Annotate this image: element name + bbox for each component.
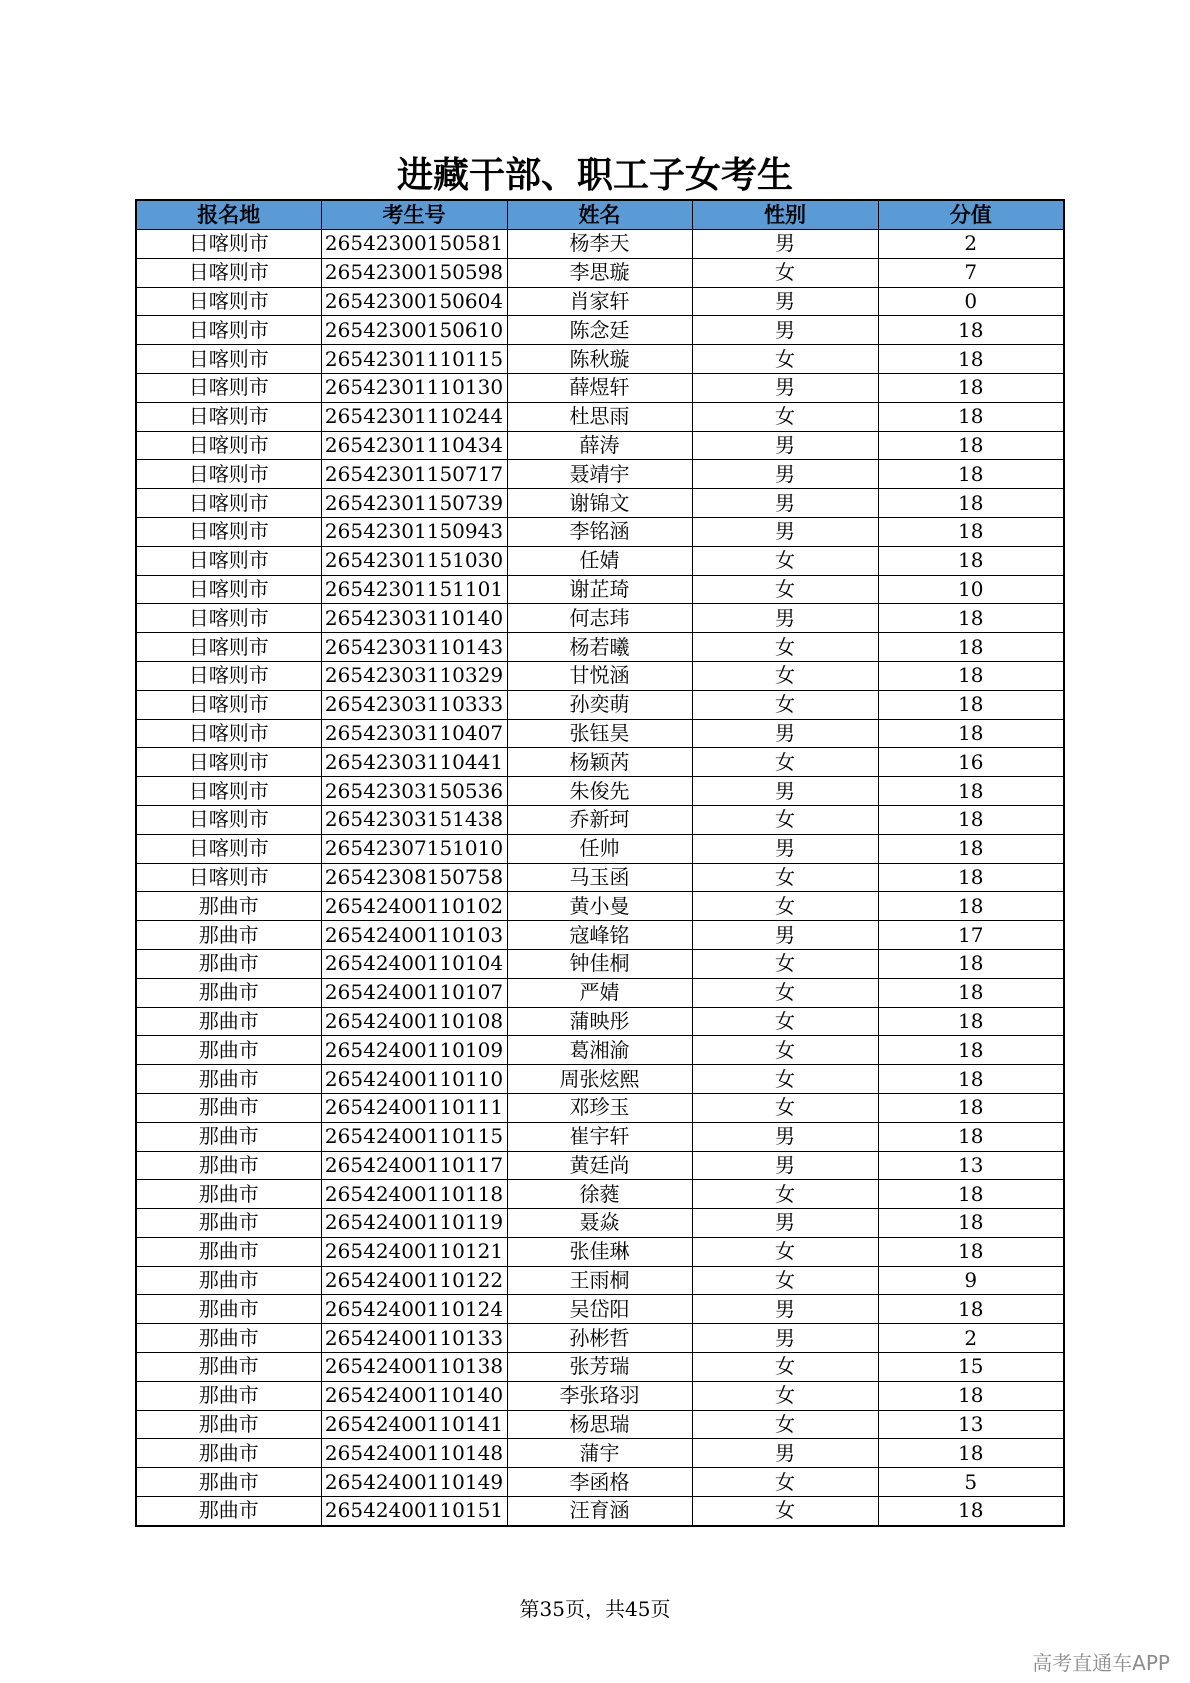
name-cell: 李铭涵 (507, 517, 692, 546)
table-row (136, 978, 1064, 1007)
gender-cell: 男 (692, 489, 878, 518)
exam-number-cell: 26542303110140 (321, 604, 507, 633)
watermark: 高考直通车APP (1032, 1651, 1170, 1675)
gender-cell: 男 (692, 834, 878, 863)
exam-number-cell: 26542300150581 (321, 230, 507, 259)
gender-cell: 女 (692, 633, 878, 662)
gender-cell: 男 (692, 1439, 878, 1468)
region-cell: 日喀则市 (136, 460, 321, 489)
gender-cell: 女 (692, 978, 878, 1007)
table-row (136, 949, 1064, 978)
exam-number-cell: 26542300150610 (321, 316, 507, 345)
score-cell: 18 (878, 1497, 1064, 1526)
exam-number-cell: 26542303110441 (321, 748, 507, 777)
score-cell: 18 (878, 1036, 1064, 1065)
gender-cell: 女 (692, 1266, 878, 1295)
gender-cell: 女 (692, 1180, 878, 1209)
exam-number-cell: 26542400110141 (321, 1410, 507, 1439)
name-cell: 乔新珂 (507, 805, 692, 834)
exam-number-cell: 26542308150758 (321, 863, 507, 892)
region-cell: 日喀则市 (136, 230, 321, 259)
name-cell: 葛湘渝 (507, 1036, 692, 1065)
region-cell: 那曲市 (136, 1122, 321, 1151)
table-row (136, 1439, 1064, 1468)
exam-number-cell: 26542400110111 (321, 1093, 507, 1122)
name-cell: 汪育涵 (507, 1497, 692, 1526)
table-row (136, 1353, 1064, 1382)
score-cell: 13 (878, 1151, 1064, 1180)
exam-number-cell: 26542301151101 (321, 575, 507, 604)
exam-number-cell: 26542300150598 (321, 258, 507, 287)
name-cell: 朱俊先 (507, 777, 692, 806)
table-row (136, 1180, 1064, 1209)
region-cell: 那曲市 (136, 1381, 321, 1410)
header-score: 分值 (878, 200, 1064, 230)
name-cell: 钟佳桐 (507, 949, 692, 978)
table-row (136, 345, 1064, 374)
name-cell: 杜思雨 (507, 402, 692, 431)
table-row (136, 805, 1064, 834)
table-row (136, 1497, 1064, 1526)
gender-cell: 男 (692, 604, 878, 633)
region-cell: 日喀则市 (136, 690, 321, 719)
candidate-table (135, 199, 1065, 1527)
table-row (136, 316, 1064, 345)
page-number: 第35页，共45页 (519, 1597, 671, 1621)
name-cell: 杨思瑞 (507, 1410, 692, 1439)
exam-number-cell: 26542400110119 (321, 1209, 507, 1238)
name-cell: 黄小曼 (507, 892, 692, 921)
table-row (136, 1237, 1064, 1266)
exam-number-cell: 26542400110108 (321, 1007, 507, 1036)
exam-number-cell: 26542301110244 (321, 402, 507, 431)
exam-number-cell: 26542301110434 (321, 431, 507, 460)
score-cell: 10 (878, 575, 1064, 604)
table-row (136, 748, 1064, 777)
gender-cell: 女 (692, 345, 878, 374)
score-cell: 18 (878, 1065, 1064, 1094)
exam-number-cell: 26542303151438 (321, 805, 507, 834)
score-cell: 18 (878, 719, 1064, 748)
region-cell: 日喀则市 (136, 575, 321, 604)
table-row (136, 1122, 1064, 1151)
name-cell: 杨李天 (507, 230, 692, 259)
table-row (136, 690, 1064, 719)
table-row (136, 431, 1064, 460)
table-row (136, 834, 1064, 863)
score-cell: 18 (878, 546, 1064, 575)
name-cell: 何志玮 (507, 604, 692, 633)
score-cell: 18 (878, 489, 1064, 518)
gender-cell: 女 (692, 748, 878, 777)
name-cell: 李函格 (507, 1468, 692, 1497)
score-cell: 18 (878, 1180, 1064, 1209)
score-cell: 18 (878, 978, 1064, 1007)
region-cell: 日喀则市 (136, 402, 321, 431)
exam-number-cell: 26542400110118 (321, 1180, 507, 1209)
score-cell: 5 (878, 1468, 1064, 1497)
region-cell: 那曲市 (136, 921, 321, 950)
region-cell: 日喀则市 (136, 287, 321, 316)
score-cell: 18 (878, 633, 1064, 662)
name-cell: 蒲映彤 (507, 1007, 692, 1036)
name-cell: 邓珍玉 (507, 1093, 692, 1122)
gender-cell: 女 (692, 1065, 878, 1094)
score-cell: 18 (878, 1237, 1064, 1266)
name-cell: 吴岱阳 (507, 1295, 692, 1324)
region-cell: 那曲市 (136, 1065, 321, 1094)
score-cell: 18 (878, 316, 1064, 345)
table-row (136, 258, 1064, 287)
name-cell: 杨颖芮 (507, 748, 692, 777)
score-cell: 18 (878, 1122, 1064, 1151)
gender-cell: 男 (692, 431, 878, 460)
exam-number-cell: 26542303110143 (321, 633, 507, 662)
gender-cell: 男 (692, 460, 878, 489)
name-cell: 聂焱 (507, 1209, 692, 1238)
score-cell: 18 (878, 1381, 1064, 1410)
region-cell: 日喀则市 (136, 546, 321, 575)
table-row (136, 1007, 1064, 1036)
region-cell: 日喀则市 (136, 777, 321, 806)
gender-cell: 女 (692, 258, 878, 287)
exam-number-cell: 26542400110149 (321, 1468, 507, 1497)
score-cell: 18 (878, 949, 1064, 978)
table-row (136, 1151, 1064, 1180)
table-row (136, 921, 1064, 950)
exam-number-cell: 26542400110148 (321, 1439, 507, 1468)
score-cell: 18 (878, 373, 1064, 402)
table-row (136, 1266, 1064, 1295)
table-row (136, 287, 1064, 316)
name-cell: 孙彬哲 (507, 1324, 692, 1353)
region-cell: 日喀则市 (136, 345, 321, 374)
table-row (136, 1209, 1064, 1238)
score-cell: 17 (878, 921, 1064, 950)
score-cell: 18 (878, 604, 1064, 633)
name-cell: 薛煜轩 (507, 373, 692, 402)
gender-cell: 女 (692, 863, 878, 892)
exam-number-cell: 26542300150604 (321, 287, 507, 316)
name-cell: 严婧 (507, 978, 692, 1007)
gender-cell: 女 (692, 805, 878, 834)
name-cell: 黄廷尚 (507, 1151, 692, 1180)
name-cell: 蒲宇 (507, 1439, 692, 1468)
gender-cell: 女 (692, 575, 878, 604)
name-cell: 马玉函 (507, 863, 692, 892)
score-cell: 18 (878, 1093, 1064, 1122)
name-cell: 李张珞羽 (507, 1381, 692, 1410)
gender-cell: 女 (692, 1007, 878, 1036)
table-row (136, 777, 1064, 806)
table-body (136, 230, 1064, 1526)
table-row (136, 1065, 1064, 1094)
gender-cell: 女 (692, 1237, 878, 1266)
name-cell: 王雨桐 (507, 1266, 692, 1295)
name-cell: 陈秋璇 (507, 345, 692, 374)
region-cell: 那曲市 (136, 1295, 321, 1324)
score-cell: 18 (878, 777, 1064, 806)
table-row (136, 373, 1064, 402)
region-cell: 日喀则市 (136, 373, 321, 402)
score-cell: 18 (878, 690, 1064, 719)
region-cell: 那曲市 (136, 1266, 321, 1295)
gender-cell: 男 (692, 1122, 878, 1151)
table-row (136, 719, 1064, 748)
exam-number-cell: 26542400110109 (321, 1036, 507, 1065)
table-row (136, 604, 1064, 633)
gender-cell: 女 (692, 892, 878, 921)
gender-cell: 女 (692, 949, 878, 978)
exam-number-cell: 26542400110121 (321, 1237, 507, 1266)
score-cell: 18 (878, 517, 1064, 546)
region-cell: 日喀则市 (136, 834, 321, 863)
exam-number-cell: 26542400110103 (321, 921, 507, 950)
exam-number-cell: 26542400110151 (321, 1497, 507, 1526)
name-cell: 谢芷琦 (507, 575, 692, 604)
exam-number-cell: 26542301110115 (321, 345, 507, 374)
region-cell: 那曲市 (136, 1353, 321, 1382)
name-cell: 徐蕤 (507, 1180, 692, 1209)
table-row (136, 575, 1064, 604)
gender-cell: 女 (692, 1497, 878, 1526)
gender-cell: 女 (692, 1410, 878, 1439)
table-row (136, 1468, 1064, 1497)
region-cell: 日喀则市 (136, 604, 321, 633)
score-cell: 18 (878, 1209, 1064, 1238)
name-cell: 聂靖宇 (507, 460, 692, 489)
region-cell: 那曲市 (136, 949, 321, 978)
score-cell: 2 (878, 1324, 1064, 1353)
table-header-row (136, 200, 1064, 230)
region-cell: 日喀则市 (136, 805, 321, 834)
score-cell: 2 (878, 230, 1064, 259)
score-cell: 16 (878, 748, 1064, 777)
exam-number-cell: 26542301110130 (321, 373, 507, 402)
score-cell: 18 (878, 402, 1064, 431)
name-cell: 杨若曦 (507, 633, 692, 662)
table-row (136, 1295, 1064, 1324)
table-row (136, 1036, 1064, 1065)
gender-cell: 男 (692, 1151, 878, 1180)
exam-number-cell: 26542301151030 (321, 546, 507, 575)
table-row (136, 460, 1064, 489)
gender-cell: 女 (692, 1093, 878, 1122)
exam-number-cell: 26542307151010 (321, 834, 507, 863)
region-cell: 那曲市 (136, 1324, 321, 1353)
table-row (136, 546, 1064, 575)
region-cell: 日喀则市 (136, 863, 321, 892)
score-cell: 18 (878, 431, 1064, 460)
region-cell: 那曲市 (136, 1468, 321, 1497)
score-cell: 18 (878, 661, 1064, 690)
gender-cell: 男 (692, 1209, 878, 1238)
table-row (136, 1410, 1064, 1439)
gender-cell: 女 (692, 690, 878, 719)
gender-cell: 男 (692, 1295, 878, 1324)
name-cell: 任婧 (507, 546, 692, 575)
region-cell: 那曲市 (136, 1007, 321, 1036)
gender-cell: 女 (692, 661, 878, 690)
score-cell: 18 (878, 834, 1064, 863)
region-cell: 日喀则市 (136, 489, 321, 518)
score-cell: 15 (878, 1353, 1064, 1382)
region-cell: 那曲市 (136, 1497, 321, 1526)
exam-number-cell: 26542301150943 (321, 517, 507, 546)
name-cell: 谢锦文 (507, 489, 692, 518)
exam-number-cell: 26542400110133 (321, 1324, 507, 1353)
score-cell: 13 (878, 1410, 1064, 1439)
exam-number-cell: 26542400110102 (321, 892, 507, 921)
score-cell: 0 (878, 287, 1064, 316)
exam-number-cell: 26542400110140 (321, 1381, 507, 1410)
gender-cell: 女 (692, 1036, 878, 1065)
name-cell: 张芳瑞 (507, 1353, 692, 1382)
header-name: 姓名 (507, 200, 692, 230)
table-row (136, 1324, 1064, 1353)
exam-number-cell: 26542400110110 (321, 1065, 507, 1094)
table-row (136, 1093, 1064, 1122)
table-row (136, 489, 1064, 518)
table-row (136, 633, 1064, 662)
region-cell: 那曲市 (136, 1439, 321, 1468)
score-cell: 18 (878, 345, 1064, 374)
region-cell: 日喀则市 (136, 517, 321, 546)
exam-number-cell: 26542301150717 (321, 460, 507, 489)
exam-number-cell: 26542303110407 (321, 719, 507, 748)
gender-cell: 男 (692, 921, 878, 950)
exam-number-cell: 26542400110115 (321, 1122, 507, 1151)
region-cell: 那曲市 (136, 1410, 321, 1439)
page-title: 进藏干部、职工子女考生 (396, 154, 793, 196)
name-cell: 李思璇 (507, 258, 692, 287)
gender-cell: 男 (692, 373, 878, 402)
region-cell: 那曲市 (136, 1093, 321, 1122)
exam-number-cell: 26542303150536 (321, 777, 507, 806)
score-cell: 18 (878, 892, 1064, 921)
exam-number-cell: 26542400110122 (321, 1266, 507, 1295)
name-cell: 周张炫熙 (507, 1065, 692, 1094)
exam-number-cell: 26542303110329 (321, 661, 507, 690)
name-cell: 崔宇轩 (507, 1122, 692, 1151)
score-cell: 18 (878, 1439, 1064, 1468)
score-cell: 18 (878, 805, 1064, 834)
score-cell: 18 (878, 1007, 1064, 1036)
table-row (136, 892, 1064, 921)
gender-cell: 男 (692, 777, 878, 806)
gender-cell: 男 (692, 230, 878, 259)
region-cell: 那曲市 (136, 1151, 321, 1180)
gender-cell: 女 (692, 1381, 878, 1410)
score-cell: 18 (878, 460, 1064, 489)
score-cell: 18 (878, 863, 1064, 892)
name-cell: 寇峰铭 (507, 921, 692, 950)
exam-number-cell: 26542400110117 (321, 1151, 507, 1180)
region-cell: 那曲市 (136, 1036, 321, 1065)
exam-number-cell: 26542400110107 (321, 978, 507, 1007)
exam-number-cell: 26542301150739 (321, 489, 507, 518)
table-row (136, 402, 1064, 431)
name-cell: 任帅 (507, 834, 692, 863)
gender-cell: 男 (692, 1324, 878, 1353)
table-row (136, 1381, 1064, 1410)
region-cell: 那曲市 (136, 1180, 321, 1209)
region-cell: 日喀则市 (136, 633, 321, 662)
score-cell: 9 (878, 1266, 1064, 1295)
region-cell: 日喀则市 (136, 316, 321, 345)
table-row (136, 517, 1064, 546)
region-cell: 那曲市 (136, 1237, 321, 1266)
exam-number-cell: 26542400110104 (321, 949, 507, 978)
name-cell: 薛涛 (507, 431, 692, 460)
exam-number-cell: 26542400110124 (321, 1295, 507, 1324)
region-cell: 那曲市 (136, 892, 321, 921)
name-cell: 甘悦涵 (507, 661, 692, 690)
table-row (136, 661, 1064, 690)
gender-cell: 女 (692, 1353, 878, 1382)
gender-cell: 女 (692, 402, 878, 431)
name-cell: 孙奕萌 (507, 690, 692, 719)
name-cell: 肖家轩 (507, 287, 692, 316)
table-row (136, 863, 1064, 892)
table-row (136, 230, 1064, 259)
region-cell: 那曲市 (136, 1209, 321, 1238)
header-region: 报名地 (136, 200, 321, 230)
header-gender: 性别 (692, 200, 878, 230)
region-cell: 日喀则市 (136, 258, 321, 287)
gender-cell: 女 (692, 1468, 878, 1497)
name-cell: 张佳琳 (507, 1237, 692, 1266)
name-cell: 陈念廷 (507, 316, 692, 345)
score-cell: 18 (878, 1295, 1064, 1324)
header-exam-number: 考生号 (321, 200, 507, 230)
region-cell: 日喀则市 (136, 661, 321, 690)
gender-cell: 女 (692, 546, 878, 575)
region-cell: 日喀则市 (136, 431, 321, 460)
gender-cell: 男 (692, 287, 878, 316)
region-cell: 日喀则市 (136, 748, 321, 777)
name-cell: 张钰昊 (507, 719, 692, 748)
gender-cell: 男 (692, 719, 878, 748)
exam-number-cell: 26542303110333 (321, 690, 507, 719)
exam-number-cell: 26542400110138 (321, 1353, 507, 1382)
gender-cell: 男 (692, 517, 878, 546)
region-cell: 日喀则市 (136, 719, 321, 748)
gender-cell: 男 (692, 316, 878, 345)
score-cell: 7 (878, 258, 1064, 287)
region-cell: 那曲市 (136, 978, 321, 1007)
